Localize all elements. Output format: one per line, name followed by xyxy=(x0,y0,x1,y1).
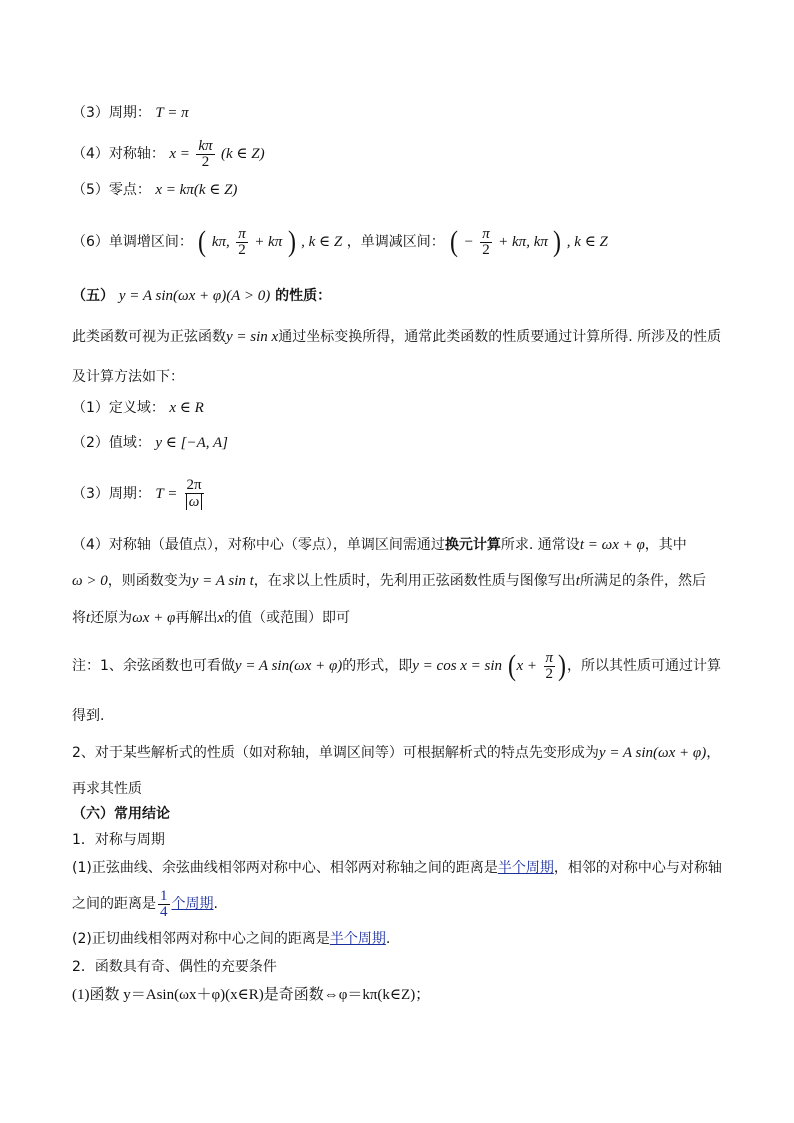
section5-intro-2: 及计算方法如下： xyxy=(72,369,184,385)
zero-formula: x = kπ(k ∈ Z) xyxy=(155,182,238,198)
decreasing-label: ，单调减区间： xyxy=(346,234,445,250)
note2-line2: 再求其性质 xyxy=(72,781,142,797)
note2-line: 2、对于某些解析式的性质（如对称轴，单调区间等）可根据解析式的特点先变形成为y = A sin(ωx + φ)， xyxy=(72,745,721,761)
period-fraction: $\frac{2\pi}{\omega}$ xyxy=(186,477,202,510)
axis-fraction: $\frac{k\pi}{2}$ xyxy=(198,137,213,170)
section6-item2-1: (1)函数 y＝Asin(ωx＋φ)(x∈R)是奇函数⇔φ＝kπ(k∈Z)； xyxy=(72,987,431,1003)
property4-line1: （4）对称轴（最值点），对称中心（零点），单调区间需通过换元计算所求. 通常设t = ωx + φ，其中 xyxy=(72,537,687,553)
zero-label: （5）零点： xyxy=(72,182,151,198)
period-line xyxy=(72,103,189,123)
axis-condition: (k ∈ Z) xyxy=(221,146,265,162)
monotonic-line: （6）单调增区间： ( kπ, $\frac{\pi}{2}$ + kπ ) , k ∈ Z ，单调减区间： ( − $\frac{\pi}{2}$ + kπ, kπ ) , k ∈ Z xyxy=(72,225,608,258)
range-line: （2）值域： y ∈ [−A, A] xyxy=(72,435,228,451)
inc-fraction: $\frac{\pi}{2}$ xyxy=(238,225,246,258)
range-formula: y ∈ [−A, A] xyxy=(155,435,228,451)
section6-item2: 2．函数具有奇、偶性的充要条件 xyxy=(72,959,277,975)
note1-line: 注：1、余弦函数也可看做y = A sin(ωx + φ)的形式，即y = cos x = sin (x + $\frac{\pi}{2}$ )，所以其性质可通过计算 xyxy=(72,649,722,682)
axis-line xyxy=(72,136,265,172)
note-fraction: $\frac{\pi}{2}$ xyxy=(545,649,554,682)
section6-item1-2: 之间的距离是 $\frac{1}{4}$ 个周期. xyxy=(72,887,218,920)
property4-line2: ω > 0，则函数变为y = A sin t，在求以上性质时，先利用正弦函数性质与图像写出t所满足的条件，然后 xyxy=(72,573,706,589)
substitution-bold: 换元计算 xyxy=(444,537,501,553)
note1-line2: 得到. xyxy=(72,708,105,724)
section6-item1-1: (1)正弦曲线、余弦曲线相邻两对称中心、相邻两对称轴之间的距离是半个周期，相邻的对称中心与对称轴 xyxy=(72,860,722,876)
monotonic-label: （6）单调增区间： xyxy=(72,234,193,250)
section5-intro-1: 此类函数可视为正弦函数y = sin x通过坐标变换所得，通常此类函数的性质要通过计算所得. 所涉及的性质 xyxy=(72,329,722,345)
quarter-fraction: $\frac{1}{4}$ xyxy=(160,887,168,920)
section6-heading: （六）常用结论 xyxy=(72,806,170,822)
dec-fraction: $\frac{\pi}{2}$ xyxy=(482,225,490,258)
section6-item1: 1．对称与周期 xyxy=(72,832,165,848)
zero-line xyxy=(72,180,237,200)
section5-heading-formula: y = A sin(ωx + φ)(A > 0) xyxy=(118,288,271,304)
section6-item1-3: (2)正切曲线相邻两对称中心之间的距离是半个周期. xyxy=(72,931,391,947)
period-general-line: （3）周期： T = $\frac{2\pi}{\omega}$ xyxy=(72,474,206,514)
period-formula: T = π xyxy=(155,105,189,121)
axis-label: （4）对称轴： xyxy=(72,146,165,162)
domain-formula: x ∈ R xyxy=(169,400,204,416)
half-period-underline: 半个周期 xyxy=(497,860,554,876)
axis-lhs: x = xyxy=(169,146,190,162)
period-label: （3）周期： xyxy=(72,105,151,121)
section5-heading: （五） y = A sin(ωx + φ)(A > 0) 的性质： xyxy=(72,288,332,304)
domain-line: （1）定义域： x ∈ R xyxy=(72,400,204,416)
property4-line3: 将t还原为ωx + φ再解出x的值（或范围）即可 xyxy=(72,610,351,626)
